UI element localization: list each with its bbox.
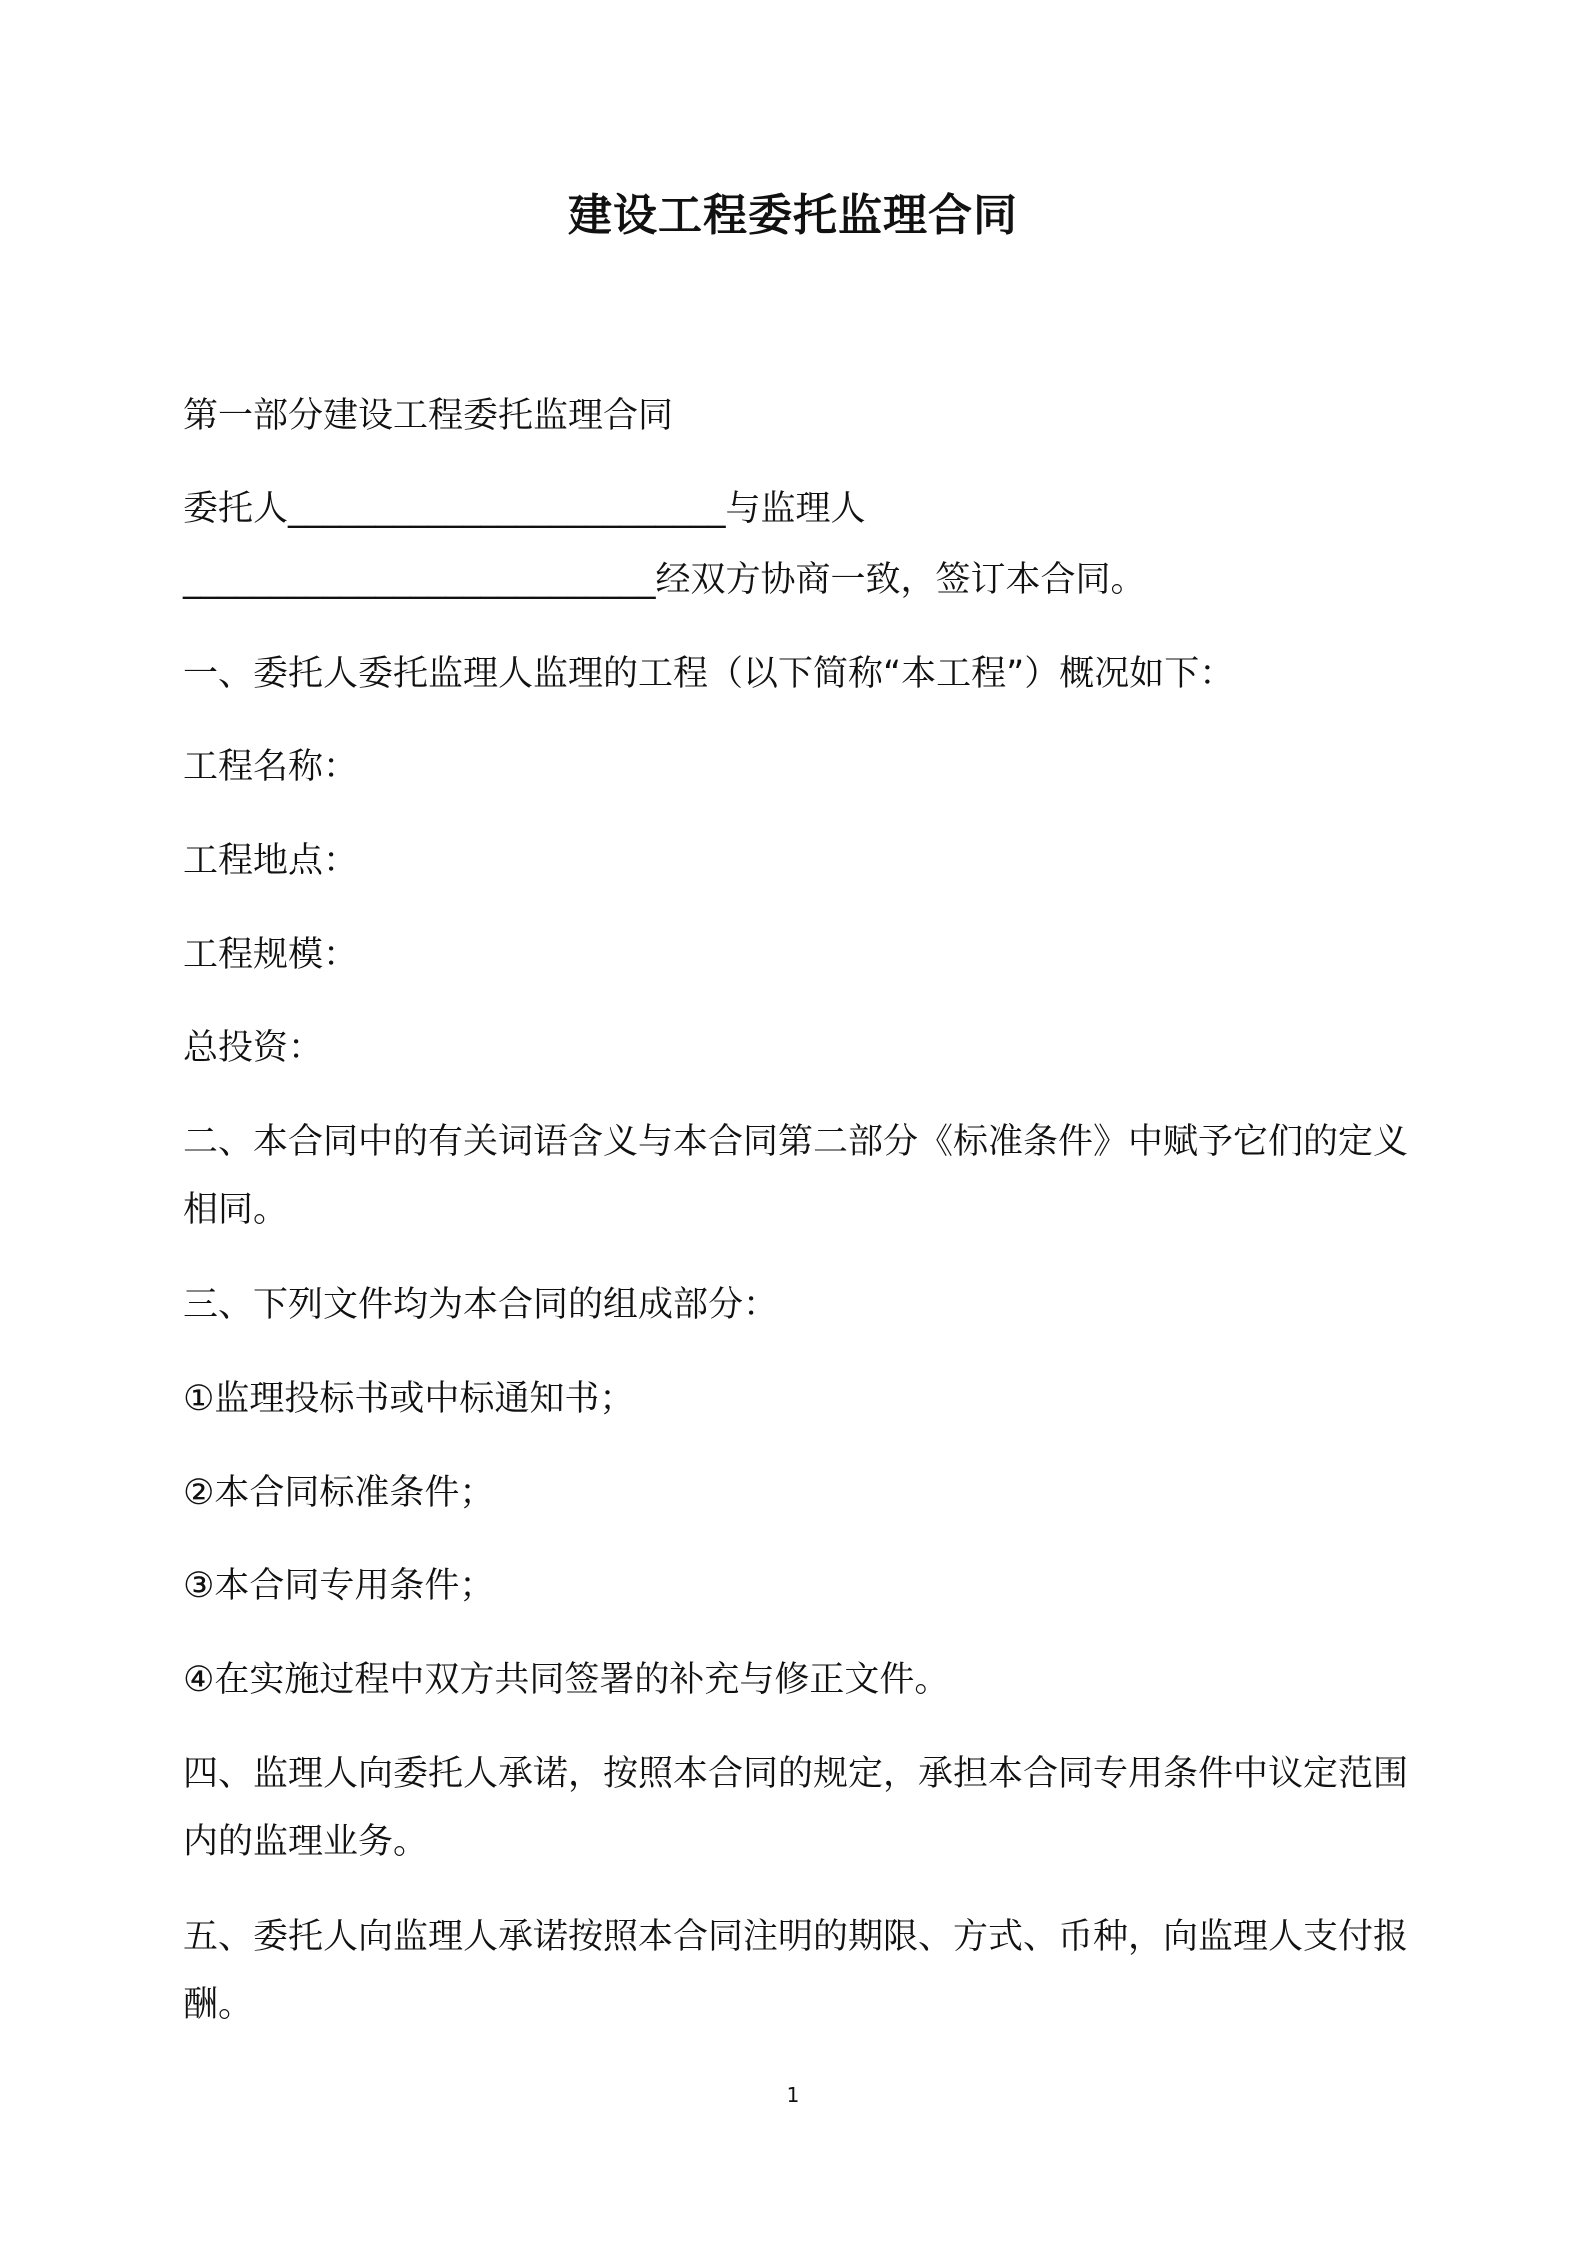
- parties-line-1: 委托人_________________________与监理人: [183, 489, 866, 529]
- section-4: 四、监理人向委托人承诺，按照本合同的规定，承担本合同专用条件中议定范围内的监理业务。: [183, 1754, 1409, 1862]
- project-name-label: 工程名称：: [183, 747, 359, 787]
- parties-line-2: ___________________________经双方协商一致，签订本合同。: [183, 560, 1146, 600]
- project-scale-label: 工程规模：: [183, 935, 359, 975]
- part-heading: 第一部分建设工程委托监理合同: [183, 396, 674, 436]
- section-2: 二、本合同中的有关词语含义与本合同第二部分《标准条件》中赋予它们的定义相同。: [183, 1122, 1409, 1230]
- document-item-3: ③本合同专用条件；: [183, 1566, 495, 1606]
- document-item-4: ④在实施过程中双方共同签署的补充与修正文件。: [183, 1660, 950, 1700]
- section-3: 三、下列文件均为本合同的组成部分：: [183, 1285, 779, 1325]
- project-location-label: 工程地点：: [183, 841, 359, 881]
- document-title: 建设工程委托监理合同: [568, 190, 1018, 241]
- section-5: 五、委托人向监理人承诺按照本合同注明的期限、方式、币种，向监理人支付报酬。: [183, 1917, 1409, 2025]
- document-item-1: ①监理投标书或中标通知书；: [183, 1379, 635, 1419]
- section-1: 一、委托人委托监理人监理的工程（以下简称“本工程”）概况如下：: [183, 654, 1235, 694]
- document-item-2: ②本合同标准条件；: [183, 1473, 495, 1513]
- page-number: 1: [786, 2083, 800, 2107]
- total-investment-label: 总投资：: [183, 1028, 324, 1068]
